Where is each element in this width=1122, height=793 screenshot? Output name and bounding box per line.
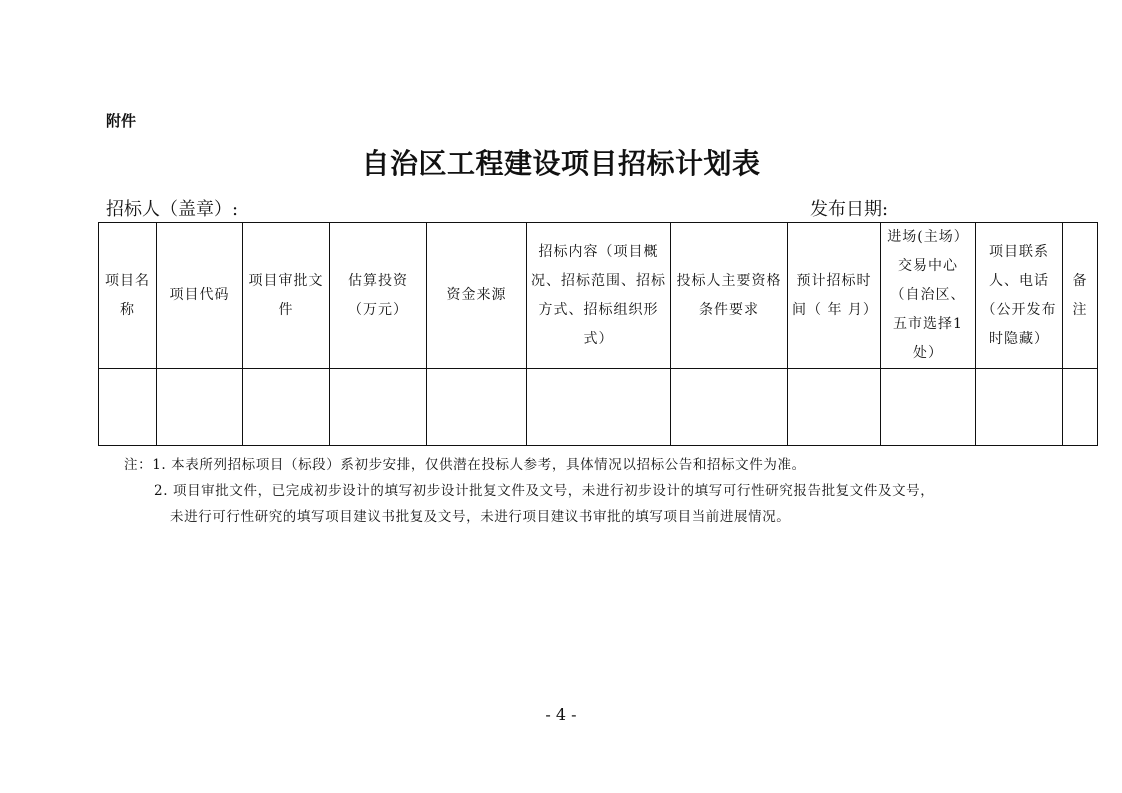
issuer-label: 招标人（盖章）: — [106, 199, 239, 220]
col-project-name: 项目名称 — [99, 223, 157, 369]
document-title: 自治区工程建设项目招标计划表 — [361, 147, 761, 180]
table-cell — [671, 369, 788, 446]
table-cell — [243, 369, 330, 446]
col-funding-source: 资金来源 — [427, 223, 527, 369]
notes-section — [124, 452, 934, 530]
tender-plan-table — [98, 222, 1098, 446]
table-cell — [427, 369, 527, 446]
note-line-3: 未进行可行性研究的填写项目建议书批复及文号，未进行项目建议书审批的填写项目当前进展情况。 — [170, 509, 791, 525]
table-row — [99, 369, 1098, 446]
col-planned-tender-time: 预计招标时间（ 年 月） — [788, 223, 881, 369]
table-cell — [976, 369, 1063, 446]
col-bidder-qualification: 投标人主要资格条件要求 — [671, 223, 788, 369]
page-number: - 4 - — [545, 705, 577, 724]
table-cell — [1063, 369, 1098, 446]
col-tender-content: 招标内容（项目概况、招标范围、招标方式、招标组织形式） — [527, 223, 671, 369]
publish-date-label: 发布日期: — [810, 199, 889, 220]
table-cell — [330, 369, 427, 446]
table-cell — [157, 369, 243, 446]
col-contact-person: 项目联系人、电话（公开发布时隐藏） — [976, 223, 1063, 369]
table-cell — [527, 369, 671, 446]
note-line-2: 2. 项目审批文件，已完成初步设计的填写初步设计批复文件及文号，未进行初步设计的填写可行性研究报告批复文件及文号， — [154, 483, 935, 499]
attachment-label: 附件 — [106, 112, 137, 130]
col-remarks: 备注 — [1063, 223, 1098, 369]
table-cell — [881, 369, 976, 446]
col-trading-center: 进场(主场）交易中心（自治区、五市选择1处） — [881, 223, 976, 369]
col-project-code: 项目代码 — [157, 223, 243, 369]
col-estimated-investment: 估算投资（万元） — [330, 223, 427, 369]
table-header-row — [99, 223, 1098, 369]
note-line-1: 注：1. 本表所列招标项目（标段）系初步安排，仅供潜在投标人参考，具体情况以招标公告和招标文件为准。 — [124, 457, 806, 473]
table-cell — [99, 369, 157, 446]
col-approval-document: 项目审批文件 — [243, 223, 330, 369]
table-cell — [788, 369, 881, 446]
